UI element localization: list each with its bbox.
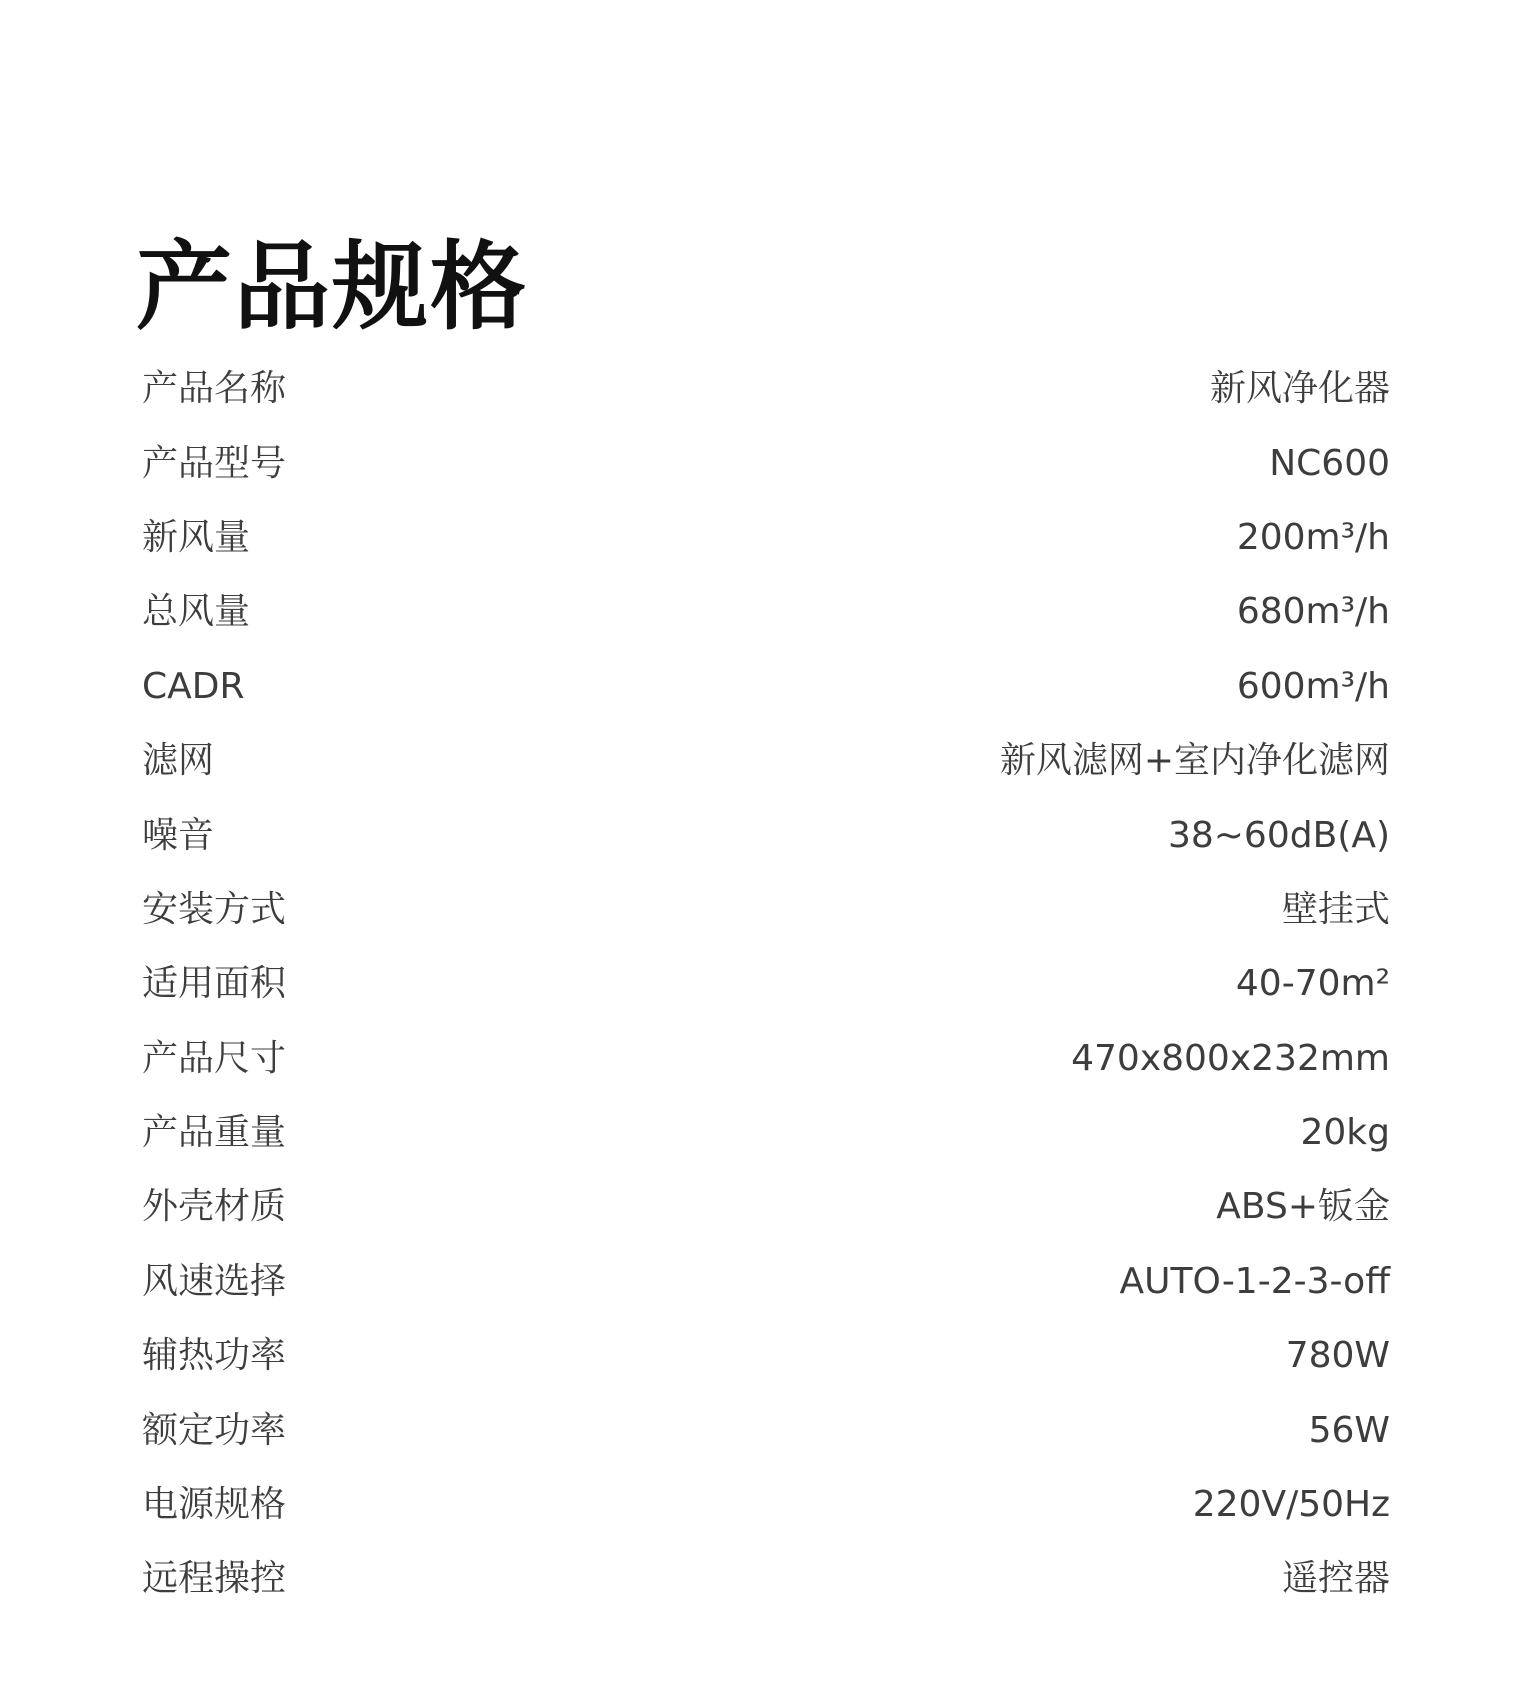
page-title: 产品规格: [136, 231, 528, 344]
spec-value: ABS+钣金: [1216, 1186, 1390, 1228]
spec-label: 噪音: [142, 814, 215, 856]
spec-label: 产品尺寸: [142, 1037, 287, 1079]
spec-row-fan-speed: [142, 1245, 1390, 1319]
spec-value: 遥控器: [1281, 1558, 1390, 1600]
spec-value: 680m³/h: [1236, 591, 1390, 633]
spec-value: 780W: [1285, 1335, 1390, 1377]
spec-row-total-airflow: [142, 575, 1390, 649]
spec-value: 200m³/h: [1236, 516, 1390, 558]
spec-value: 壁挂式: [1281, 888, 1390, 930]
spec-row-model: [142, 426, 1390, 500]
spec-value: 38~60dB(A): [1167, 814, 1390, 856]
spec-row-filter: [142, 724, 1390, 798]
spec-value: 新风滤网+室内净化滤网: [999, 740, 1390, 782]
spec-label: 电源规格: [142, 1484, 287, 1526]
spec-value: 600m³/h: [1236, 665, 1390, 707]
spec-value: 470x800x232mm: [1071, 1037, 1390, 1079]
spec-label: 总风量: [142, 591, 251, 633]
spec-label: 额定功率: [142, 1409, 287, 1451]
spec-row-installation: [142, 873, 1390, 947]
spec-label: 适用面积: [142, 963, 287, 1005]
spec-label: 新风量: [142, 516, 251, 558]
spec-row-aux-heat-power: [142, 1319, 1390, 1393]
spec-value: 220V/50Hz: [1192, 1484, 1390, 1526]
spec-value: 40-70m²: [1235, 963, 1390, 1005]
spec-label: 滤网: [142, 740, 215, 782]
spec-row-weight: [142, 1096, 1390, 1170]
spec-value: 20kg: [1300, 1112, 1390, 1154]
spec-row-dimensions: [142, 1022, 1390, 1096]
spec-label: 产品名称: [142, 368, 287, 410]
spec-value: NC600: [1269, 442, 1390, 484]
spec-label: 外壳材质: [142, 1186, 287, 1228]
spec-label: 风速选择: [142, 1260, 287, 1302]
spec-row-noise: [142, 798, 1390, 872]
spec-row-name: [142, 352, 1390, 426]
spec-row-fresh-airflow: [142, 501, 1390, 575]
spec-label: 产品重量: [142, 1112, 287, 1154]
spec-label: 辅热功率: [142, 1335, 287, 1377]
spec-label: 远程操控: [142, 1558, 287, 1600]
spec-row-power-supply: [142, 1468, 1390, 1542]
spec-label: CADR: [142, 665, 245, 707]
spec-row-housing: [142, 1170, 1390, 1244]
spec-row-remote-control: [142, 1542, 1390, 1616]
spec-value: 新风净化器: [1209, 368, 1390, 410]
spec-list: [142, 352, 1390, 1617]
spec-row-cadr: [142, 650, 1390, 724]
spec-value: AUTO-1-2-3-off: [1119, 1260, 1390, 1302]
spec-row-rated-power: [142, 1393, 1390, 1467]
spec-value: 56W: [1308, 1409, 1390, 1451]
spec-row-area: [142, 947, 1390, 1021]
spec-label: 产品型号: [142, 442, 287, 484]
spec-label: 安装方式: [142, 888, 287, 930]
